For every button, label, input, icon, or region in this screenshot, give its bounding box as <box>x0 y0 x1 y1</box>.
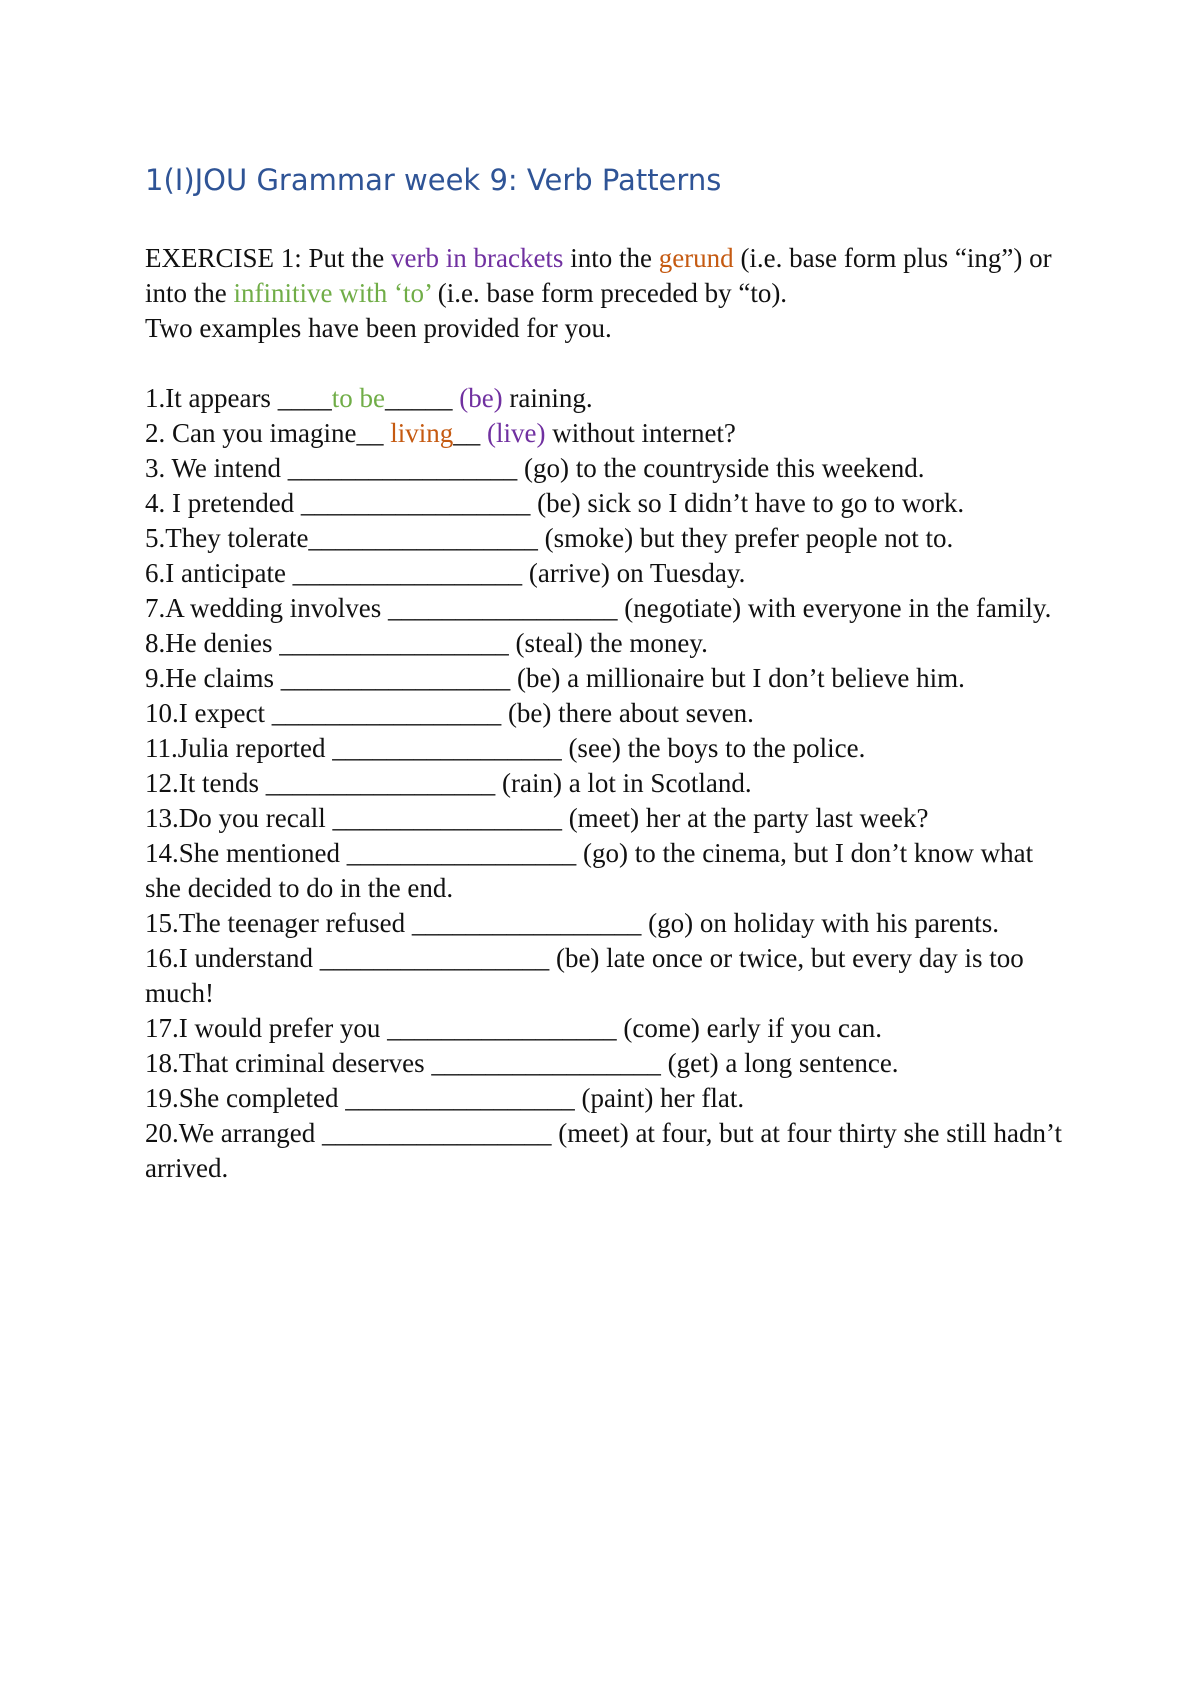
example-prefix: 2. Can you imagine__ <box>145 418 391 448</box>
exercise-item: 4. I pretended _________________ (be) sick so I didn’t have to go to work. <box>145 488 965 518</box>
exercise-item: 15.The teenager refused _________________ (go) on holiday with his parents. <box>145 908 1000 938</box>
instructions-text: EXERCISE 1: Put the <box>145 243 392 273</box>
example-answer: living <box>390 418 454 448</box>
exercise-item: 19.She completed _________________ (paint) her flat. <box>145 1083 745 1113</box>
infinitive-term: infinitive with ‘to’ <box>233 278 431 308</box>
exercise-item: 18.That criminal deserves _________________ (get) a long sentence. <box>145 1048 899 1078</box>
exercise-item: 5.They tolerate_________________ (smoke) but they prefer people not to. <box>145 523 954 553</box>
exercise-item: 11.Julia reported _________________ (see) the boys to the police. <box>145 733 866 763</box>
instructions-text: (i.e. base form plus “ing”) or into the <box>145 243 1052 308</box>
example-item <box>145 381 1075 416</box>
instructions-text: (i.e. base form preceded by “to). <box>430 278 788 308</box>
exercise-item: 9.He claims _________________ (be) a millionaire but I don’t believe him. <box>145 663 965 693</box>
example-verb: (be) <box>459 383 503 413</box>
example-blank: _____ <box>384 383 460 413</box>
exercise-item: 16.I understand _________________ (be) late once or twice, but every day is too much! <box>145 943 1024 1008</box>
exercise-item: 8.He denies _________________ (steal) the money. <box>145 628 708 658</box>
example-answer: to be <box>331 383 385 413</box>
instructions-text: into the <box>563 243 659 273</box>
exercise-item: 20.We arranged _________________ (meet) at four, but at four thirty she still hadn’t arrived. <box>145 1118 1063 1183</box>
spacer <box>145 346 1075 381</box>
exercise-instructions <box>145 241 1075 346</box>
example-blank: __ <box>453 418 487 448</box>
example-prefix: 1.It appears ____ <box>145 383 332 413</box>
exercise-item: 6.I anticipate _________________ (arrive) on Tuesday. <box>145 558 746 588</box>
exercise-item: 12.It tends _________________ (rain) a lot in Scotland. <box>145 768 752 798</box>
example-suffix: raining. <box>502 383 593 413</box>
page-title: 1(I)JOU Grammar week 9: Verb Patterns <box>145 163 722 197</box>
exercise-item: 3. We intend _________________ (go) to the countryside this weekend. <box>145 453 925 483</box>
exercise-item: 13.Do you recall _________________ (meet) her at the party last week? <box>145 803 929 833</box>
exercise-item: 7.A wedding involves _________________ (negotiate) with everyone in the family. <box>145 593 1052 623</box>
example-item <box>145 416 1075 451</box>
instructions-note: Two examples have been provided for you. <box>145 313 612 343</box>
exercise-item: 17.I would prefer you _________________ (come) early if you can. <box>145 1013 883 1043</box>
exercise-item: 10.I expect _________________ (be) there about seven. <box>145 698 754 728</box>
example-verb: (live) <box>486 418 546 448</box>
example-suffix: without internet? <box>545 418 736 448</box>
gerund-term: gerund <box>658 243 734 273</box>
exercise-content <box>145 241 1075 1186</box>
exercise-item: 14.She mentioned _________________ (go) to the cinema, but I don’t know what she decided to do in the end. <box>145 838 1034 903</box>
verb-in-brackets-term: verb in brackets <box>391 243 564 273</box>
